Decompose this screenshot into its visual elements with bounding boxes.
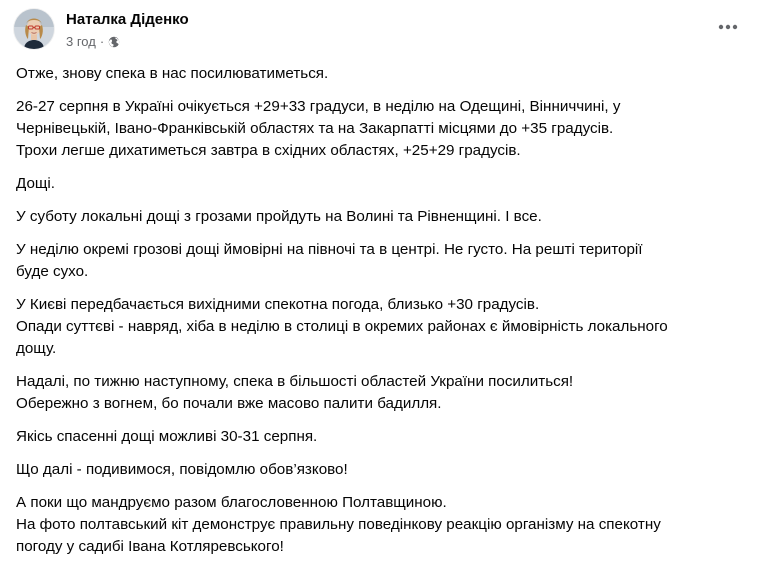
- more-options-button[interactable]: [710, 9, 746, 45]
- post-text-line: Надалі, по тижню наступному, спека в більшості областей України посилиться!: [16, 373, 574, 390]
- post-paragraph: [16, 371, 746, 415]
- post-text-line: погоду у садибі Івана Котляревського!: [16, 538, 284, 555]
- post-paragraph: [16, 239, 746, 283]
- post-text-line: Опади суттєві - навряд, хіба в неділю в столиці в окремих районах є ймовірність локального: [16, 318, 668, 335]
- post-paragraph: [16, 173, 746, 195]
- post-text-line: У неділю окремі грозові дощі ймовірні на півночі та в центрі. Не густо. На решті території: [16, 241, 643, 258]
- post-text-line: Дощі.: [16, 175, 55, 192]
- post-paragraph: [16, 206, 746, 228]
- globe-icon[interactable]: [108, 36, 120, 48]
- author-name[interactable]: Наталка Діденко: [66, 11, 189, 28]
- post-text-line: На фото полтавський кіт демонструє правильну поведінкову реакцію організму на спекотну: [16, 516, 661, 533]
- post-text-line: Обережно з вогнем, бо почали вже масово палити бадилля.: [16, 395, 442, 412]
- post-text-line: Чернівецькій, Івано-Франківській областях та на Закарпатті місцями до +35 градусів.: [16, 120, 614, 137]
- post-text-line: Отже, знову спека в нас посилюватиметься.: [16, 65, 329, 82]
- post-timestamp[interactable]: 3 год: [66, 34, 96, 49]
- post-paragraph: [16, 294, 746, 360]
- meta-separator: ·: [99, 34, 105, 49]
- post-body: [16, 63, 746, 569]
- post-text-line: 26-27 серпня в Україні очікується +29+33 градуси, в неділю на Одещині, Вінниччині, у: [16, 98, 621, 115]
- post-meta: [66, 34, 120, 49]
- post-paragraph: [16, 96, 746, 162]
- post-paragraph: [16, 63, 746, 85]
- post-text-line: дощу.: [16, 340, 57, 357]
- post-header: [14, 7, 740, 57]
- post-text-line: буде сухо.: [16, 263, 89, 280]
- post-text-line: Що далі - подивимося, повідомлю обов’язково!: [16, 461, 348, 478]
- more-options-icon: [718, 24, 738, 30]
- post-text-line: У Києві передбачається вихідними спекотна погода, близько +30 градусів.: [16, 296, 540, 313]
- post-paragraph: [16, 459, 746, 481]
- post-paragraph: [16, 426, 746, 448]
- avatar-image: [14, 9, 54, 49]
- post-text-line: Якісь спасенні дощі можливі 30-31 серпня.: [16, 428, 318, 445]
- author-avatar[interactable]: [14, 9, 54, 49]
- post-text-line: А поки що мандруємо разом благословенною Полтавщиною.: [16, 494, 447, 511]
- post-text-line: У суботу локальні дощі з грозами пройдуть на Волині та Рівненщині. І все.: [16, 208, 542, 225]
- post-text-line: Трохи легше дихатиметься завтра в східних областях, +25+29 градусів.: [16, 142, 521, 159]
- post-paragraph: [16, 492, 746, 558]
